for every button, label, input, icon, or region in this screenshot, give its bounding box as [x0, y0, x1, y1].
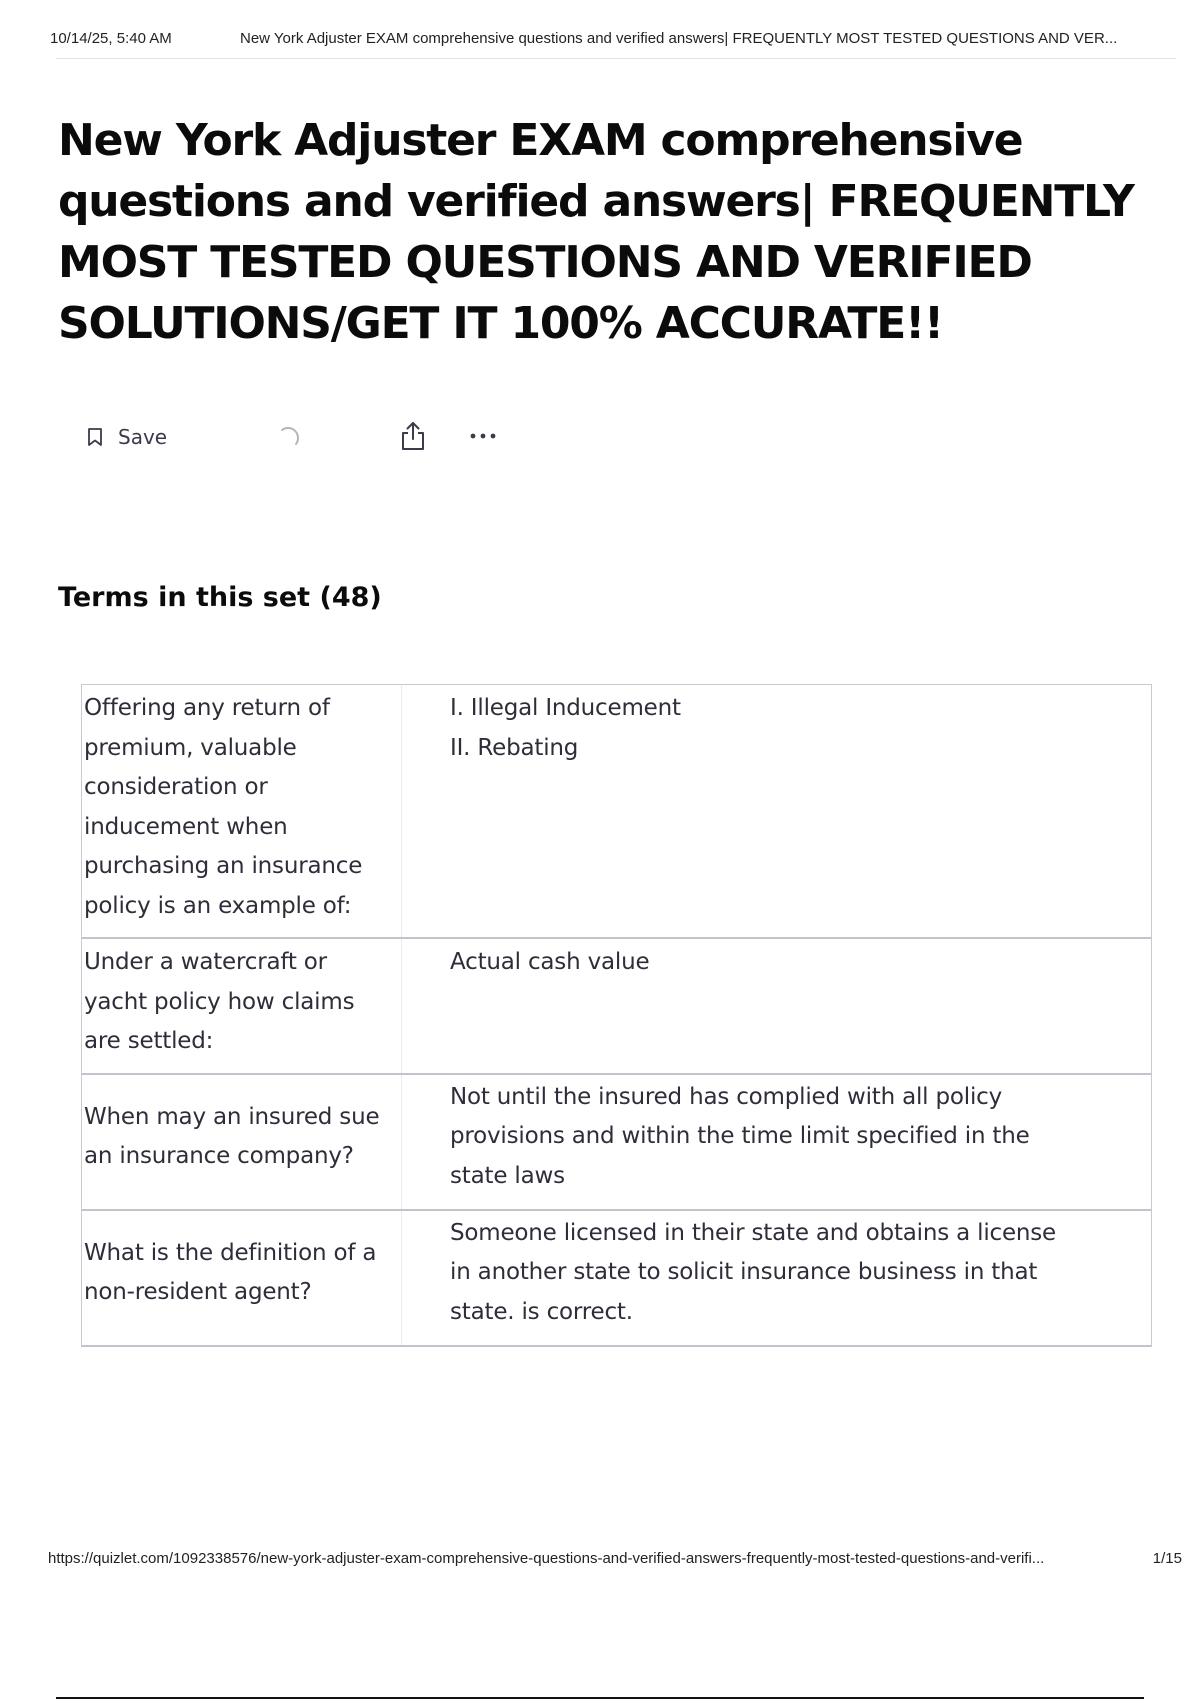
term-text-line: yacht policy how claims [84, 988, 355, 1015]
definition-text-line: state laws [450, 1162, 565, 1189]
print-document-title: New York Adjuster EXAM comprehensive questions and verified answers| FREQUENTLY MOST TESTED QUESTIONS AND VER... [240, 30, 1118, 47]
term-text-line: non-resident agent? [84, 1279, 312, 1305]
term-row [82, 1211, 1151, 1347]
term-text-line: Offering any return of [84, 695, 330, 721]
bookmark-icon [86, 427, 104, 447]
term-text-line: consideration or [84, 774, 268, 800]
term-text-line: are settled: [84, 1028, 214, 1054]
save-button-label: Save [118, 425, 168, 449]
print-footer-url: https://quizlet.com/1092338576/new-york-adjuster-exam-comprehensive-questions-and-verified-answers-frequently-most-tested-questions-and-verifi... [48, 1550, 1045, 1567]
term-text-line: inducement when [84, 813, 288, 840]
page-bottom-divider [56, 1697, 1144, 1699]
set-toolbar [86, 418, 167, 456]
term-row [82, 1075, 1151, 1211]
definition-text-line: provisions and within the time limit specified in the [450, 1123, 1030, 1150]
definition-text-line: II. Rebating [450, 734, 579, 761]
page-title: New York Adjuster EXAM comprehensive questions and verified answers| FREQUENTLY MOST TESTED QUESTIONS AND VERIFIED SOLUTIONS/GET IT 100% ACCURATE!! [58, 115, 1134, 349]
term-text-line: policy is an example of: [84, 892, 352, 919]
spinner-icon [276, 424, 302, 450]
print-timestamp: 10/14/25, 5:40 AM [50, 30, 172, 47]
definition-text-line: in another state to solicit insurance business in that [450, 1259, 1038, 1286]
definition-cell [402, 939, 1151, 1073]
share-icon[interactable] [398, 420, 428, 452]
definition-text-line: Someone licensed in their state and obtains a license [450, 1219, 1057, 1246]
more-options-icon[interactable] [468, 426, 498, 446]
print-footer [48, 1550, 1182, 1567]
term-text-line: What is the definition of a [84, 1239, 377, 1266]
definition-text-line: Actual cash value [450, 949, 650, 975]
save-button[interactable] [86, 425, 167, 449]
term-text-line: When may an insured sue [84, 1103, 380, 1130]
term-text-line: an insurance company? [84, 1143, 354, 1169]
definition-cell [402, 685, 1151, 937]
terms-section-heading: Terms in this set (48) [58, 582, 382, 613]
definition-cell [402, 1211, 1151, 1345]
term-cell [82, 1211, 402, 1345]
term-text-line: Under a watercraft or [84, 949, 327, 975]
print-header [50, 30, 1178, 47]
term-cell [82, 685, 402, 937]
header-divider [56, 58, 1176, 59]
terms-table [81, 684, 1152, 1347]
term-cell [82, 939, 402, 1073]
definition-text-line: I. Illegal Inducement [450, 695, 681, 721]
term-text-line: premium, valuable [84, 734, 297, 761]
term-cell [82, 1075, 402, 1209]
term-row [82, 685, 1151, 939]
term-text-line: purchasing an insurance [84, 853, 363, 879]
page-indicator: 1/15 [1152, 1550, 1182, 1567]
term-row [82, 939, 1151, 1075]
definition-cell [402, 1075, 1151, 1209]
definition-text-line: state. is correct. [450, 1298, 633, 1325]
definition-text-line: Not until the insured has complied with all policy [450, 1083, 1002, 1110]
